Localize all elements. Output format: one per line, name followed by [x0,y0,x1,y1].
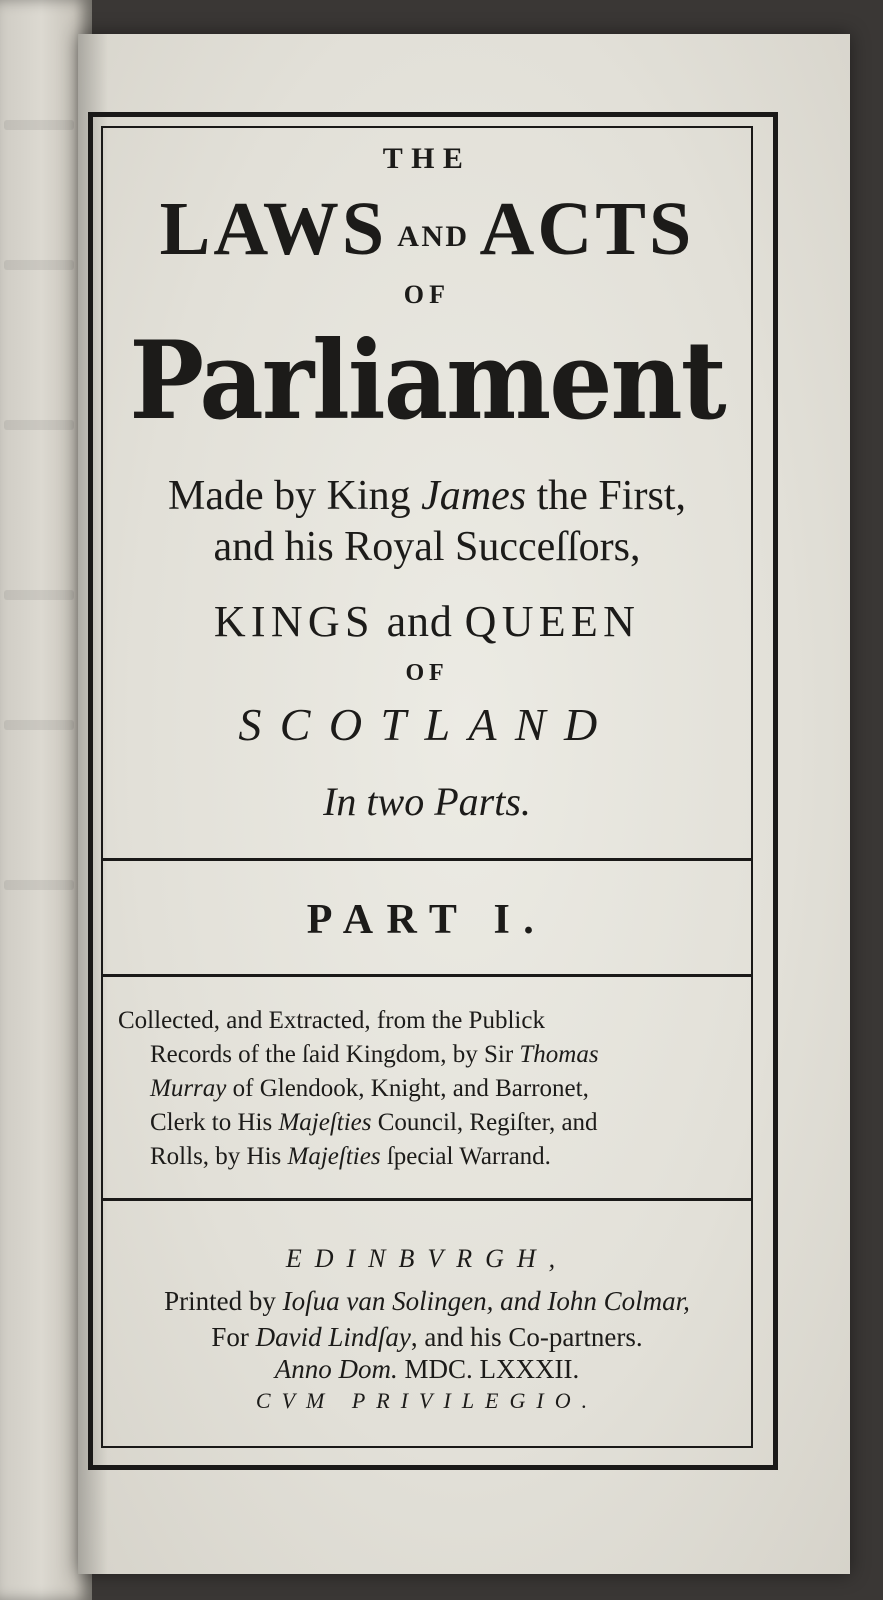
scotland-line: SCOTLAND [238,699,616,750]
bleed-through-line [4,120,74,130]
name-thomas: Thomas [519,1041,599,1068]
part-heading: PART I. [306,897,548,943]
title-laws-and-acts [103,186,751,273]
title-of: OF [403,280,451,309]
collected-line-1: Collected, and Extracted, from the Publick [118,1007,545,1034]
collected-line-5-prefix: Rolls, by His [150,1143,288,1170]
for-prefix: For [211,1322,256,1352]
collected-line-2-text: Records of the ſaid Kingdom, by Sir [150,1041,520,1068]
kings-and-queen-line [103,596,751,647]
title-and: AND [397,220,470,253]
successors-line: and his Royal Succeſſors, [213,524,641,570]
collected-line-5 [150,1140,770,1174]
collected-line-4 [150,1106,770,1140]
cum-privilegio: CVM PRIVILEGIO. [255,1388,599,1413]
title-acts: ACTS [479,187,695,271]
bleed-through-line [4,260,74,270]
collected-line-2 [150,1038,770,1072]
imprint-date [103,1354,751,1385]
made-by-line [103,472,751,520]
majesties-italic: Majeſties [287,1143,381,1170]
printed-by-prefix: Printed by [164,1286,283,1316]
collected-line-4-suffix: Council, Regiſter, and [371,1109,598,1136]
name-murray: Murray [150,1075,227,1102]
imprint-for [103,1322,751,1353]
bleed-through-line [4,590,74,600]
collected-line-4-prefix: Clerk to His [150,1109,279,1136]
made-by-prefix: Made by King [168,473,422,519]
bookseller-name: David Lindſay [255,1322,411,1352]
of-line: OF [405,660,449,686]
anno-dom: Anno Dom. [274,1354,398,1384]
kings-and-text: and [374,597,465,646]
kings-text: KINGS [213,597,375,646]
for-suffix: , and his Co-partners. [410,1322,643,1352]
king-name: James [421,473,527,519]
in-two-parts-line: In two Parts. [323,779,531,824]
divider-rule [103,858,751,861]
collected-line-5-suffix: ſpecial Warrand. [380,1143,551,1170]
bleed-through-line [4,880,74,890]
divider-rule [103,1198,751,1201]
bleed-through-line [4,420,74,430]
queen-text: QUEEN [464,597,641,646]
imprint-printers [103,1286,751,1317]
imprint-city: EDINBVRGH, [285,1244,569,1273]
printer-names: Ioſua van Solingen, and Iohn Colmar, [282,1286,690,1316]
bleed-through-line [4,720,74,730]
divider-rule [103,974,751,977]
title-the: THE [382,142,472,175]
made-by-suffix: the First, [526,473,686,519]
majesties-italic: Majeſties [278,1109,372,1136]
title-laws: LAWS [159,187,388,271]
collected-line-3-text: of Glendook, Knight, and Barronet, [226,1075,589,1102]
anno-year: MDC. LXXXII. [397,1354,580,1384]
collected-line-3 [150,1072,770,1106]
title-parliament: Parliament [129,318,725,444]
